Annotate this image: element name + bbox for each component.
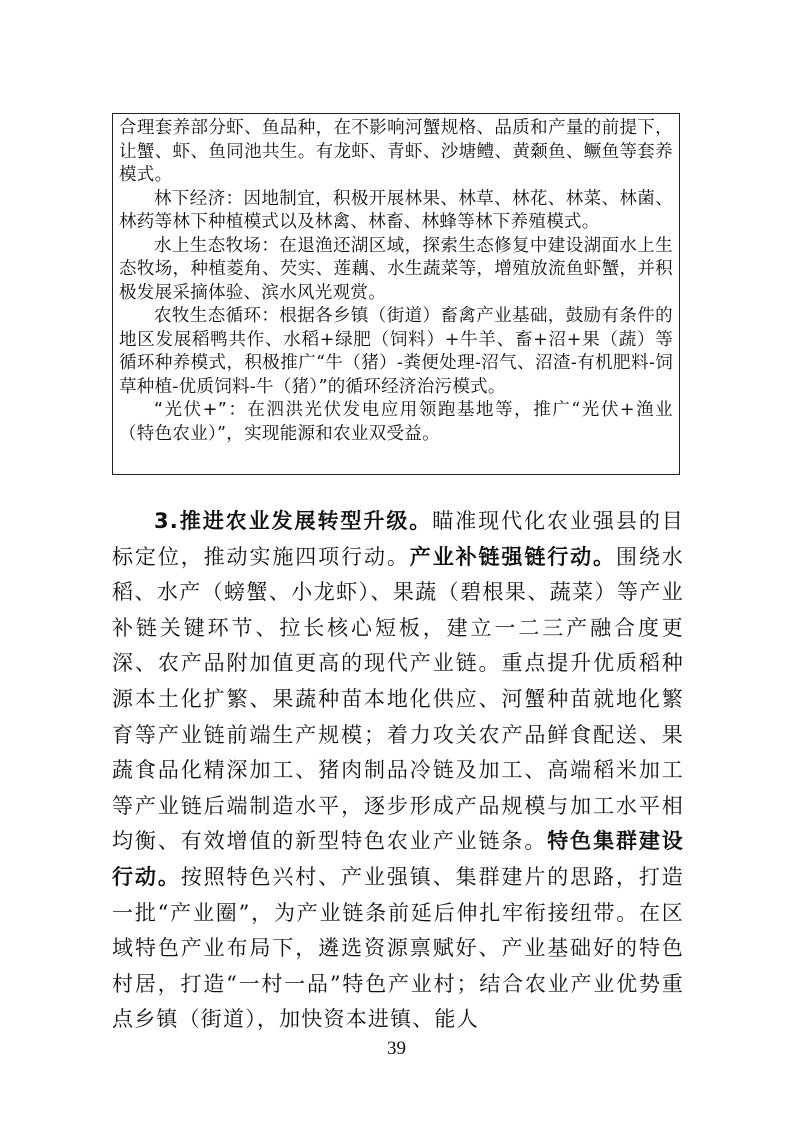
box-paragraph-term: “光伏+”：: [154, 400, 248, 420]
box-paragraph-text: 在泗洪光伏发电应用领跑基地等，推广“光伏+渔业（特色农业）”，实现能源和农业双受益。: [119, 400, 673, 444]
text-box: [112, 113, 680, 475]
action-heading: 产业补链强链行动。: [409, 544, 616, 569]
box-paragraph: [119, 399, 673, 446]
box-paragraph: [119, 117, 673, 188]
box-paragraph-term: 农牧生态循环：: [154, 306, 280, 326]
box-paragraph: [119, 305, 673, 399]
box-paragraph-text: 合理套养部分虾、鱼品种，在不影响河蟹规格、品质和产量的前提下，让蟹、虾、鱼同池共生。有龙虾、青虾、沙塘鳢、黄颡鱼、鳜鱼等套养模式。: [119, 118, 673, 185]
body-paragraph-text: 围绕水稻、水产（螃蟹、小龙虾）、果蔬（碧根果、蔬菜）等产业补链关键环节、拉长核心短板，建立一二三产融合度更深、农产品附加值更高的现代产业链。重点提升优质稻种源本土化扩繁、果蔬种苗本地化供应、河蟹种苗就地化繁育等产业链前端生产规模；着力攻关农产品鲜食配送、果蔬食品化精深加工、猪肉制品冷链及加工、高端稻米加工等产业链后端制造水平，逐步形成产品规模与加工水平相均衡、有效增值的新型特色农业产业链条。: [112, 544, 684, 854]
body-paragraph-text: 瞄准现代化农业强县的目标定位，推动实施四项行动。: [112, 509, 684, 569]
section-heading: 3.推进农业发展转型升级。: [154, 509, 433, 533]
body-text: [112, 504, 684, 1038]
box-paragraph-text: 在退渔还湖区域，探索生态修复中建设湖面水上生态牧场，种植菱角、芡实、莲藕、水生蔬菜等，增殖放流鱼虾蟹，并积极发展采摘体验、滨水风光观赏。: [119, 235, 673, 303]
body-paragraph-text: 按照特色兴村、产业强镇、集群建片的思路，打造一批“产业圈”，为产业链条前延后伸扎牢衔接纽带。在区域特色产业布局下，遴选资源禀赋好、产业基础好的特色村居，打造“一村一品”特色产业村；结合农业产业优势重点乡镇（街道），加快资本进镇、能人: [112, 864, 684, 1032]
box-paragraph-term: 林下经济：: [154, 188, 244, 209]
box-paragraph-text: 根据各乡镇（街道）畜禽产业基础，鼓励有条件的地区发展稻鸭共作、水稻+绿肥（饲料）+牛羊、畜+沼+果（蔬）等循环种养模式，积极推广“牛（猪）-粪便处理-沼气、沼渣-有机肥料-饲草种植-优质饲料-牛（猪）”的循环经济治污模式。: [119, 306, 673, 397]
box-paragraph: [119, 188, 673, 235]
page-number: 39: [387, 1038, 406, 1059]
box-paragraph-text: 因地制宜，积极开展林果、林草、林花、林菜、林菌、林药等林下种植模式以及林禽、林畜、林蜂等林下养殖模式。: [119, 188, 673, 232]
action-heading: 特色集群建设行动。: [112, 829, 684, 889]
box-paragraph: [119, 235, 673, 306]
box-paragraph-term: 水上生态牧场：: [154, 235, 280, 256]
body-paragraph: [112, 504, 684, 1038]
